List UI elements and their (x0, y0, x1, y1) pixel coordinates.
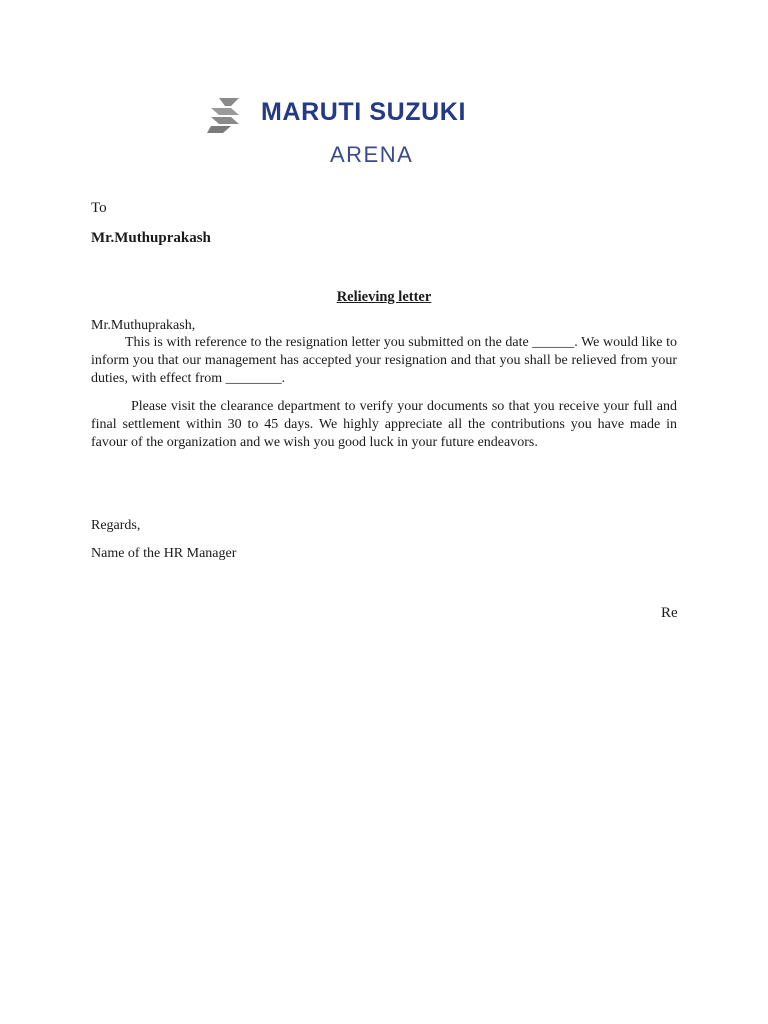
body-paragraph-2: Please visit the clearance department to verify your documents so that you receive your full and final settlement within 30 to 45 days. We highly appreciate all the contributions you have made in favour of the organization and we wish you good luck in your future endeavors. (91, 399, 677, 450)
suzuki-s-logo-icon (205, 96, 245, 134)
company-logo (205, 92, 555, 172)
signer-name: Name of the HR Manager (91, 546, 237, 561)
to-label: To (91, 200, 107, 216)
brand-name: MARUTI SUZUKI (261, 98, 467, 126)
letter-heading: Relieving letter (336, 289, 432, 305)
body-paragraph-1: This is with reference to the resignation letter you submitted on the date ______. We would like to inform you that our management has accepted your resignation and that you shall be relieved from your duties, with effect from ________. (91, 335, 677, 386)
recipient-name: Mr.Muthuprakash (91, 230, 211, 246)
brand-subtitle: ARENA (330, 142, 414, 167)
footer-text-fragment: Re (661, 605, 678, 621)
salutation: Mr.Muthuprakash, (91, 318, 196, 333)
closing-line: Regards, (91, 518, 141, 533)
